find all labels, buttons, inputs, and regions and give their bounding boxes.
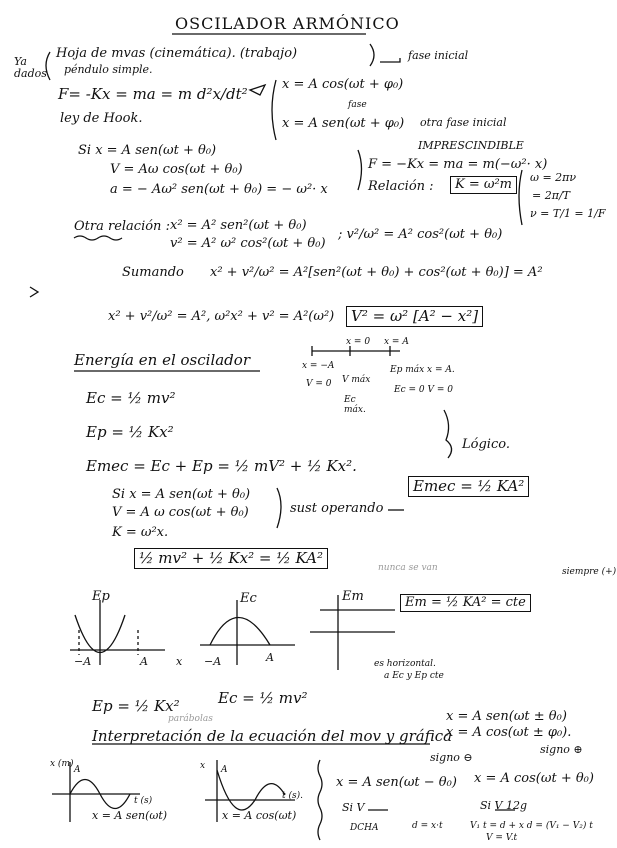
interp-r1: x = A sen(ωt ± θ₀) <box>446 709 567 724</box>
intro-header: Hoja de mvas (cinemática). (trabajo) <box>56 46 298 61</box>
g1-equation: x = A sen(ωt) <box>92 809 168 822</box>
case-sen: x = A sen(ωt − θ₀) <box>336 775 457 790</box>
imprescindible-label: IMPRESCINDIBLE <box>418 139 524 152</box>
si-a: a = − Aω² sen(ωt + θ₀) = − ω²· x <box>110 182 328 197</box>
sumando-eq: x² + v²/ω² = A²[sen²(ωt + θ₀) + cos²(ωt + θ₀)] = A² <box>210 265 543 280</box>
siempre-label: siempre (+) <box>562 567 617 577</box>
wavy-separator <box>318 760 322 840</box>
g1-a-label: A <box>74 765 81 775</box>
g2-y-label: x <box>200 761 206 771</box>
relacion-box: K = ω²m <box>450 176 517 194</box>
wavy-underline <box>74 236 122 240</box>
diag-epmax: Ep máx x = A. <box>390 365 455 375</box>
logico-arrow <box>444 410 452 458</box>
ley-hook: ley de Hook. <box>60 111 143 126</box>
otra-x2: x² = A² sen²(ωt + θ₀) <box>170 218 307 233</box>
implies-arrow <box>250 85 265 95</box>
ep-x: x <box>176 655 183 668</box>
ec-parabola <box>210 618 270 646</box>
emec-formula: Emec = Ec + Ep = ½ mV² + ½ Kx². <box>86 457 357 475</box>
omega-brace <box>519 170 522 225</box>
diag-v0: V = 0 <box>306 379 332 389</box>
sol-brace <box>272 80 276 140</box>
si-brace <box>358 150 362 190</box>
diag-x-zero: x = 0 <box>346 337 371 347</box>
interp-r2: x = A cos(ωt ± φ₀). <box>446 725 572 740</box>
graph-em-label: Em <box>342 589 364 604</box>
ec-formula: Ec = ½ mv² <box>86 389 176 407</box>
otra-v2: v² = A² ω² cos²(ωt + θ₀) <box>170 236 326 251</box>
signo-positivo: signo ⊕ <box>540 743 583 756</box>
intro-sub: péndulo simple. <box>64 63 153 76</box>
diag-x-minus-a: x = −A <box>302 361 335 371</box>
hooke-law: F= -Kx = ma = m d²x/dt² <box>58 85 248 103</box>
sust-brace <box>277 488 281 528</box>
diag-ec0: Ec = 0 V = 0 <box>394 385 453 395</box>
solution-cos: x = A cos(ωt + φ₀) <box>282 77 404 92</box>
fase-inicial-label: fase inicial <box>408 49 469 62</box>
d-equation-3: V = V.t <box>486 833 518 843</box>
graph-ec-label: Ec <box>240 591 257 606</box>
ep-formula: Ep = ½ Kx² <box>86 423 174 441</box>
si-x: Si x = A sen(ωt + θ₀) <box>78 143 217 158</box>
faint-note-2: parábolas <box>168 714 213 724</box>
interp-heading: Interpretación de la ecuación del mov y gráfica <box>92 727 453 745</box>
intro-bracket-right <box>370 44 374 66</box>
graph-ep-label: Ep <box>92 589 110 604</box>
ec-a: A <box>266 651 274 664</box>
g2-t-label: t (s). <box>282 791 303 801</box>
g2-a-label: A <box>221 765 228 775</box>
relacion-label: Relación : <box>368 179 434 194</box>
ec-minus-a: −A <box>204 655 222 668</box>
em-note-1: es horizontal. <box>374 659 436 669</box>
si-v2-label: Si V 12g <box>480 799 528 812</box>
emec-box: Emec = ½ KA² <box>408 476 529 497</box>
energy-conservation-box: ½ mv² + ½ Kx² = ½ KA² <box>134 548 328 569</box>
d-equation-2: V₁ t = d + x d = (V₁ − V₂) t <box>470 821 593 831</box>
side-note: Ya dados <box>14 55 47 81</box>
ep-equation: Ep = ½ Kx² <box>92 697 180 715</box>
en-si-v: V = A ω cos(ωt + θ₀) <box>112 505 249 520</box>
em-box: Em = ½ KA² = cte <box>400 594 531 612</box>
solution-sen: x = A sen(ωt + φ₀) <box>282 116 405 131</box>
si-v: V = Aω cos(ωt + θ₀) <box>110 162 243 177</box>
case-cos: x = A cos(ωt + θ₀) <box>474 771 594 786</box>
ec-equation: Ec = ½ mv² <box>218 689 308 707</box>
omega-3: ν = T/1 = 1/F <box>530 207 606 220</box>
logico-label: Lógico. <box>462 437 510 452</box>
otra-fase-label: otra fase inicial <box>420 116 507 129</box>
g1-y-label: x (m) <box>50 759 74 769</box>
force-equation: F = −Kx = ma = m(−ω²· x) <box>368 157 548 172</box>
otra-label: Otra relación : <box>74 219 170 234</box>
sumando-line2: x² + v²/ω² = A², ω²x² + v² = A²(ω²) <box>108 309 335 324</box>
velocity-result-box: V² = ω² [A² − x²] <box>346 306 483 327</box>
g2-equation: x = A cos(ωt) <box>222 809 297 822</box>
en-si-x: Si x = A sen(ωt + θ₀) <box>112 487 251 502</box>
ep-a: A <box>140 655 148 668</box>
omega-2: = 2π/T <box>532 189 570 202</box>
diag-x-a: x = A <box>384 337 409 347</box>
ep-minus-a: −A <box>74 655 92 668</box>
margin-arrow <box>30 287 38 297</box>
g2-cos <box>217 770 285 810</box>
d-equation: d = x·t <box>412 821 443 831</box>
em-note-2: a Ec y Ep cte <box>384 671 444 681</box>
diag-ecmax: Ec máx. <box>344 395 366 415</box>
otra-v2-over-w2: ; v²/ω² = A² cos²(ωt + θ₀) <box>338 227 503 242</box>
page-title: OSCILADOR ARMÓNICO <box>175 14 400 33</box>
dcha-label: DCHA <box>350 823 379 833</box>
en-si-k: K = ω²x. <box>112 525 169 540</box>
fase-label: fase <box>348 100 367 110</box>
diag-vmax: V máx <box>342 375 371 385</box>
signo-negativo: signo ⊖ <box>430 751 473 764</box>
omega-1: ω = 2πν <box>530 171 577 184</box>
si-v-label: Si V <box>342 801 365 814</box>
energia-heading: Energía en el oscilador <box>74 351 250 369</box>
fase-arrow <box>380 58 400 62</box>
sust-label: sust operando <box>290 501 384 516</box>
g1-t-label: t (s) <box>134 796 153 806</box>
sumando-label: Sumando <box>122 265 184 280</box>
faint-note-1: nunca se van <box>378 563 438 573</box>
